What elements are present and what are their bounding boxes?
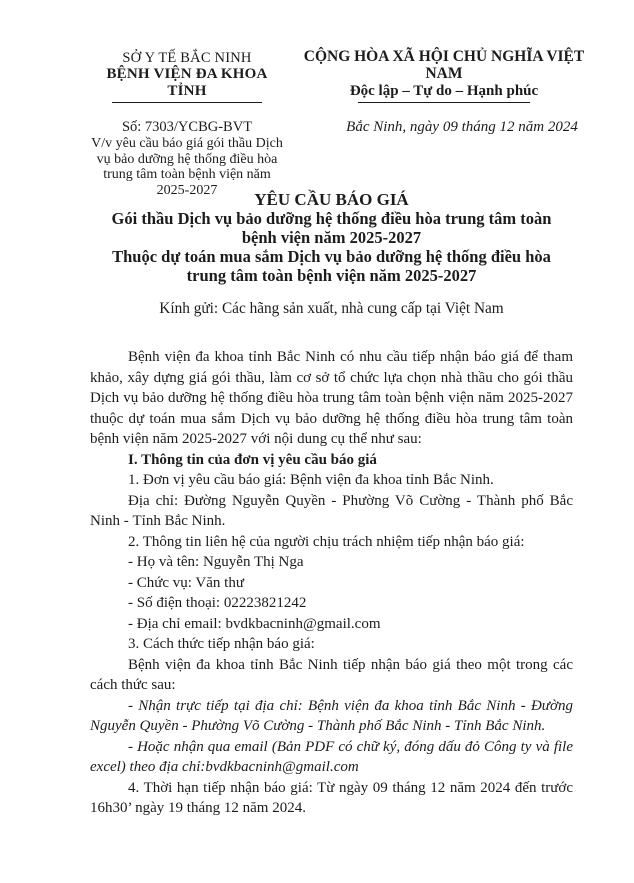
paragraph-contact-heading: 2. Thông tin liên hệ của người chịu trách nhiệm tiếp nhận báo giá: (128, 533, 525, 550)
paragraph-deadline: 4. Thời hạn tiếp nhận báo giá: Từ ngày 09 tháng 12 năm 2024 đến trước 16h30’ ngày 19 tháng 12 năm 2024. (90, 779, 573, 816)
section-heading-1: I. Thông tin của đơn vị yêu cầu báo giá (128, 451, 377, 468)
national-motto: Độc lập – Tự do – Hạnh phúc (349, 83, 539, 99)
document-title-block (90, 190, 573, 285)
body-paragraphs (90, 347, 573, 819)
paragraph-intro: Bệnh viện đa khoa tỉnh Bắc Ninh có nhu cầu tiếp nhận báo giá để tham khảo, xây dựng giá gói thầu, làm cơ sở tổ chức lựa chọn nhà thầu cho gói thầu Dịch vụ bảo dưỡng hệ thống điều hòa trung tâm toàn bệnh viện năm 2025-2027 thuộc dự toán mua sắm Dịch vụ bảo dưỡng hệ thống điều hòa trung tâm toàn bệnh viện năm 2025-2027 với nội dung cụ thể như sau: (90, 349, 573, 447)
paragraph-method-email: - Hoặc nhận qua email (Bản PDF có chữ ký, đóng dấu đỏ Công ty và file excel) theo địa chỉ:bvdkbacninh@gmail.com (90, 738, 573, 775)
national-title: CỘNG HÒA XÃ HỘI CHỦ NGHĨA VIỆT NAM (303, 48, 585, 82)
paragraph-contact-email: - Địa chỉ email: bvdkbacninh@gmail.com (128, 615, 381, 632)
paragraph-method-heading: 3. Cách thức tiếp nhận báo giá: (128, 636, 315, 652)
paragraph-contact-position: - Chức vụ: Văn thư (128, 574, 244, 591)
document-subject: V/v yêu cầu báo giá gói thầu Dịch vụ bảo dưỡng hệ thống điều hòa trung tâm toàn bệnh viện năm 2025-2027 (91, 136, 283, 198)
paragraph-unit: 1. Đơn vị yêu cầu báo giá: Bệnh viện đa khoa tỉnh Bắc Ninh. (128, 472, 494, 488)
paragraph-contact-name: - Họ và tên: Nguyễn Thị Nga (128, 554, 304, 570)
paragraph-method-intro: Bệnh viện đa khoa tỉnh Bắc Ninh tiếp nhận báo giá theo một trong các cách thức sau: (90, 656, 573, 693)
paragraph-method-direct: - Nhận trực tiếp tại địa chỉ: Bệnh viện đa khoa tỉnh Bắc Ninh - Đường Nguyễn Quyền - Phường Võ Cường - Thành phố Bắc Ninh - Tỉnh Bắc Ninh. (90, 697, 573, 734)
org-name: BỆNH VIỆN ĐA KHOA TỈNH (106, 66, 268, 99)
document-number: Số: 7303/YCBG-BVT (121, 119, 253, 135)
salutation-line: Kính gửi: Các hãng sản xuất, nhà cung cấp tại Việt Nam (159, 300, 504, 317)
document-title: YÊU CẦU BÁO GIÁ (254, 190, 409, 209)
place-and-date: Bắc Ninh, ngày 09 tháng 12 năm 2024 (346, 119, 578, 135)
parent-org-name: SỞ Y TẾ BẮC NINH (122, 50, 252, 66)
document-title-package: Gói thầu Dịch vụ bảo dưỡng hệ thống điều hòa trung tâm toàn bệnh viện năm 2025-2027 (111, 209, 552, 247)
paragraph-contact-phone: - Số điện thoại: 02223821242 (128, 595, 307, 611)
national-header-block (288, 48, 600, 136)
document-title-budget: Thuộc dự toán mua sắm Dịch vụ bảo dưỡng hệ thống điều hòa trung tâm toàn bệnh viện năm 2025-2027 (112, 247, 551, 285)
motto-underline (358, 102, 530, 103)
issuing-org-block (88, 50, 286, 198)
org-name-underline (112, 102, 262, 103)
document-content (90, 190, 573, 819)
paragraph-address: Địa chỉ: Đường Nguyễn Quyền - Phường Võ Cường - Thành phố Bắc Ninh - Tỉnh Bắc Ninh. (90, 492, 573, 529)
